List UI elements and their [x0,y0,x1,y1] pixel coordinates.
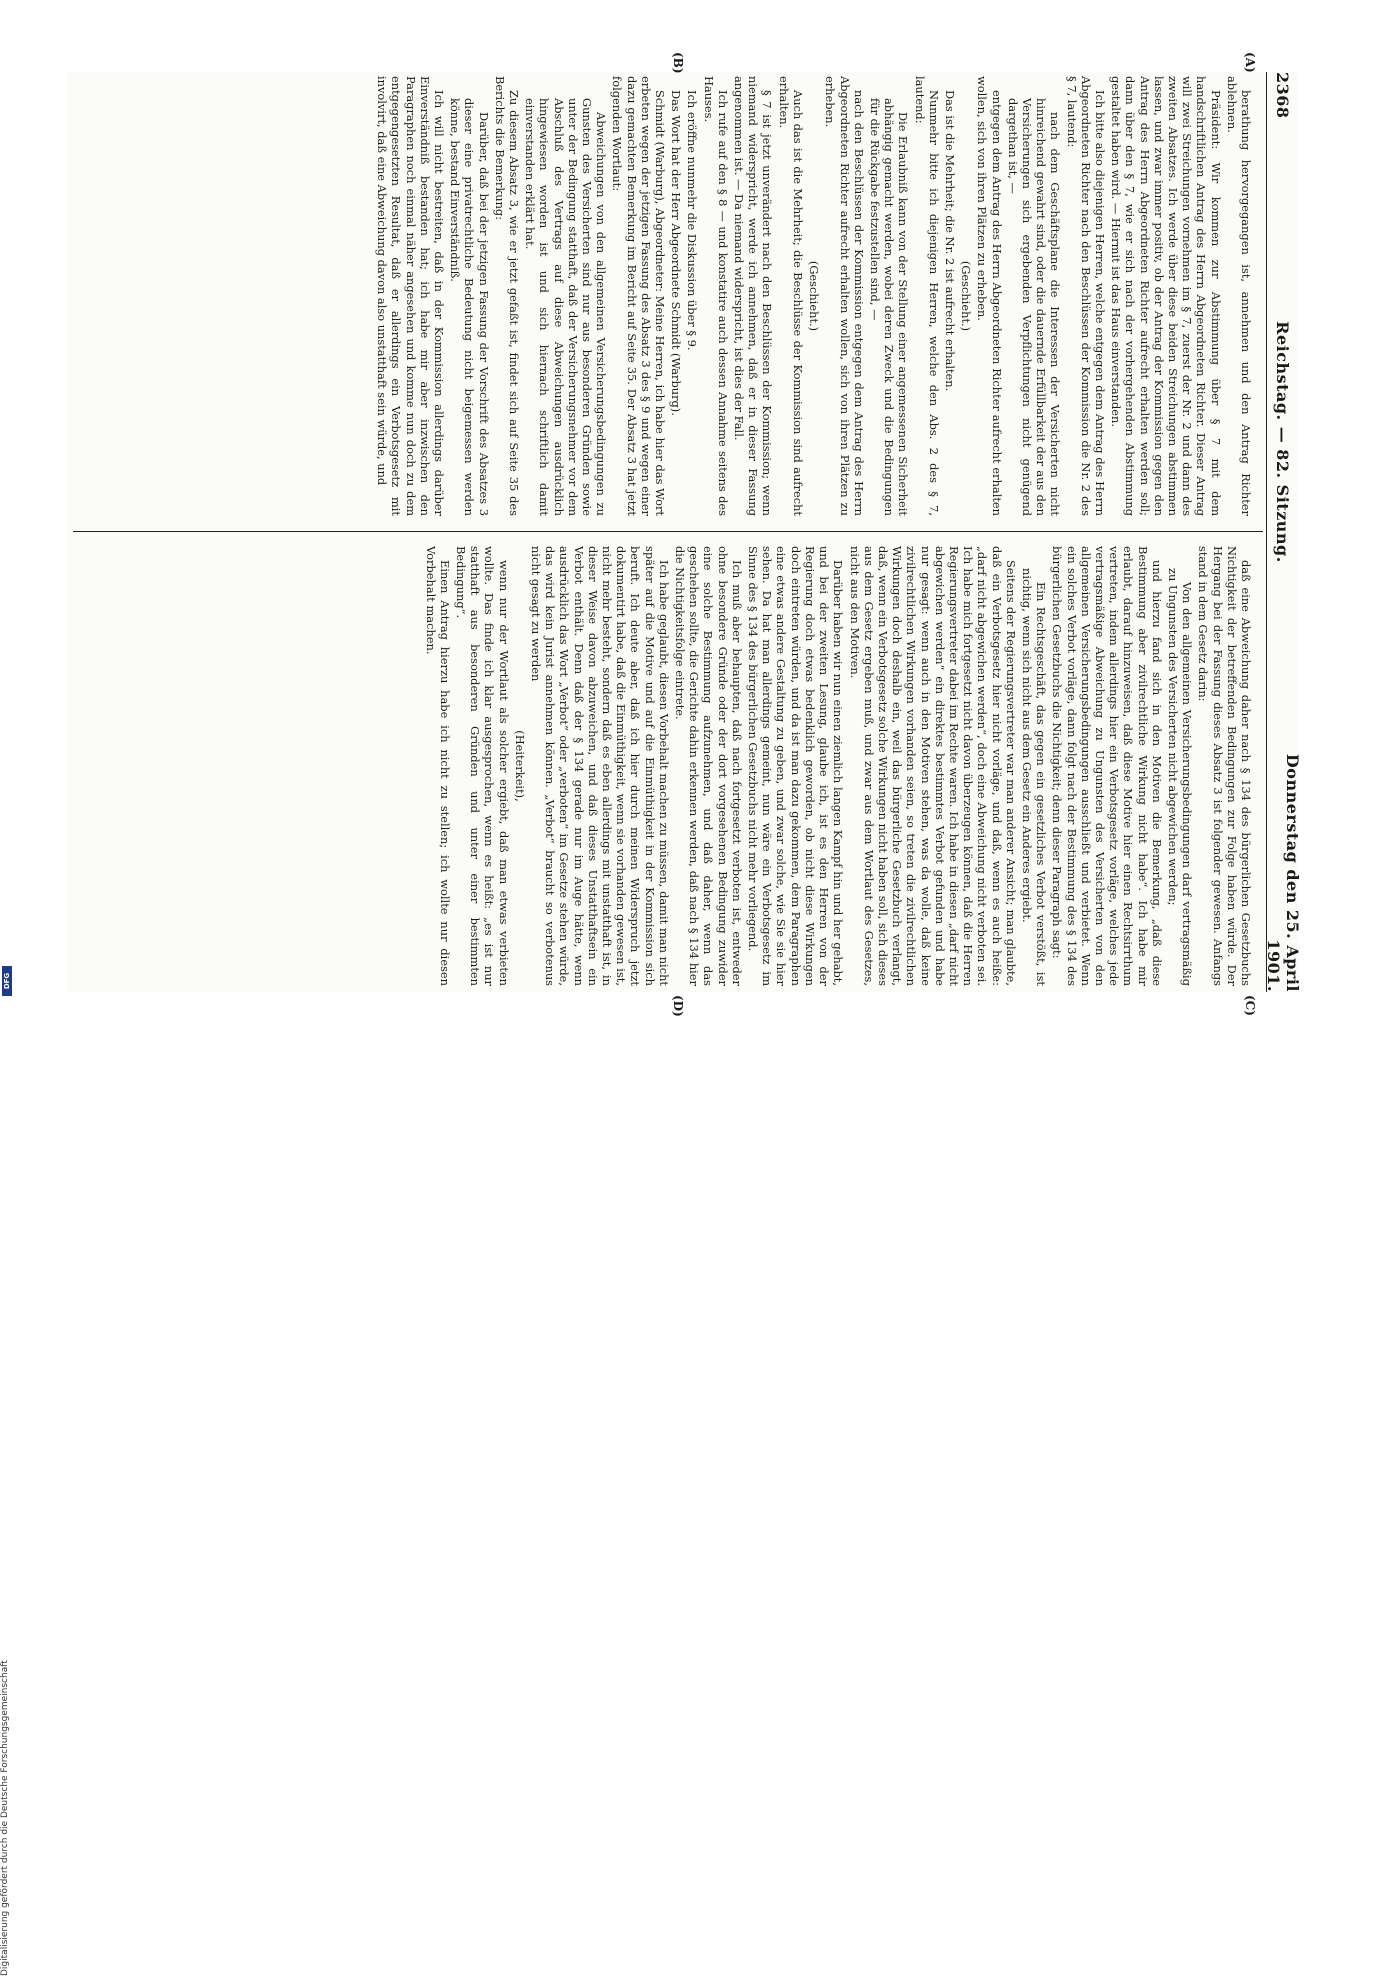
header-rule [1266,72,1267,992]
paragraph: und hierzu fand sich in den Motiven die Bemerkung, „daß diese Bestimmung aber zivilrechtliche Wirkung nicht habe“. Ich habe mir erlaubt, darauf hinzuweisen, daß diese Motive hier einen Rechtsirrthum vertreten, indem allerdings hier ein Verbotsgesetz vorläge, welches jede vertragsmäßige Abweichung zu Ungunsten des Versicherten von den allgemeinen Versicherungsbedingungen ausschließt und verbietet. Wenn ein solches Verbot vorläge, dann folgt nach der Bestimmung des § 134 des bürgerlichen Gesetzbuchs die Nichtigkeit; denn dieser Paragraph sagt: [1050,546,1164,986]
margin-mark-d: (D) [671,995,685,1017]
margin-mark-c: (C) [1243,995,1257,1016]
paragraph: Nunmehr bitte ich diejenigen Herren, welche den Abs. 2 des § 7, lautend: [912,76,941,516]
paragraph: daß eine Abweichung daher nach § 134 des bürgerlichen Gesetzbuchs Nichtigkeit der betreffenden Bedingungen zur Folge haben würde. Der Hergang bei der Fassung dieses Absatz 3 ist folgender gewesen. Anfangs stand in dem Gesetz darin: [1196,546,1253,986]
paragraph: Einen Antrag hierzu habe ich nicht zu stellen; ich wollte nur diesen Vorbehalt machen. [423,546,452,986]
stage-direction: (Heiterkeit), [512,730,527,802]
paragraph: Darüber haben wir nun einen ziemlich langen Kampf hin und her gehabt, und bei der zweiten Lesung, glaube ich, ist es den Herren von der Regierung doch etwas bedenklich geworden, ob nicht diese Wirkungen doch eintreten würden, und da ist man dazu gekommen, dem Paragraphen eine etwas andere Gestaltung zu geben, und zwar solche, wie Sie sie hier sehen. Da hat man allerdings gemeint, nun wäre ein Verbotsgesetz im Sinne des § 134 des bürgerlichen Gesetzbuchs nicht mehr vorliegend. [746,546,846,986]
margin-mark-a: (A) [1243,52,1257,73]
paragraph: Zu diesem Absatz 3, wie er jetzt gefaßt ist, findet sich auf Seite 35 des Berichts die Bemerkung: [492,76,522,516]
rotated-page-frame [67,52,1302,1017]
paragraph: Ich muß aber behaupten, daß nach fortgesetzt verboten ist, entweder ohne besondere Gründe oder der dort vorgesehenen Bedingung zuwider eine solche Bestimmung aufzunehmen, und daß daher, wenn das geschehen sollte, die Gerichte dahin erkennen werden, daß nach § 134 hier die Nichtigkeitsfolge eintrete. [673,546,744,986]
quoted-text: nach dem Geschäftsplane die Interessen der Versicherten nicht hinreichend gewahrt sind, oder die dauernde Erfüllbarkeit der aus den Versicherungen sich ergebenden Verpflichtungen nicht genügend dargethan ist, — [1005,98,1063,516]
left-column [93,76,1253,516]
dfg-logo [2,966,12,996]
quoted-text: Abweichungen von den allgemeinen Versicherungsbedingungen zu Gunsten des Versicherten sind nur aus besonderen Gründen sowie unter der Bedingung statthaft, daß der Versicherungsnehmer vor dem Abschluß des Vertrags auf diese Abweichungen ausdrücklich hingewiesen worden ist und sich hiernach schriftlich damit einverstanden erklärt hat. [523,98,609,516]
paragraph: Auch das ist die Mehrheit; die Beschlüsse der Kommission sind aufrecht erhalten. [776,76,805,516]
dfg-logo-text: DFG [3,972,11,990]
margin-mark-b: (B) [671,52,685,74]
quoted-text: Die Erlaubniß kann von der Stellung einer angemessenen Sicherheit abhängig gemacht werden, wobei deren Zweck und die Bedingungen für die Rückgabe festzustellen sind, — [867,98,911,516]
column-divider [73,531,1263,532]
digitization-note: Digitalisierung gefördert durch die Deutsche Forschungsgemeinschaft [0,1660,10,1976]
paragraph: Das ist die Mehrheit; die Nr. 2 ist aufrecht erhalten. [942,90,957,392]
newspaper-page [67,52,1302,1017]
paragraph: Ich habe geglaubt, diesen Vorbehalt machen zu müssen, damit man nicht später auf die Motive und auf die Einmüthigkeit in der Kommission sich beruft. Ich deute aber, daß ich hier durch meinen Widerspruch jetzt dokumentirt habe, daß die Einmüthigkeit, wenn sie vorhanden gewesen ist, nicht mehr besteht, sondern daß es eben allerdings mit unstatthaft ist, in dieser Weise davon abzuweichen, und daß dieses Unstatthaftsein ein Verbot enthält. Denn daß der § 134 gerade nur im Auge hätte, wenn ausdrücklich das Wort „Verbot“ oder „verboten“ im Gesetze stehen würde, das wird kein Jurist annehmen können. „Verbot“ braucht so verbotenus nicht gesagt zu werden [529,546,671,986]
paragraph: Ich eröffne nunmehr die Diskussion über § 9. [685,90,700,351]
page-number: 2368 [1273,72,1293,119]
page-header [1264,72,1302,992]
right-column [93,546,1253,986]
session-title: Reichstag. — 82. Sitzung. [1273,321,1293,563]
paragraph: Ich rufe auf den § 8 — und konstatire auch dessen Annahme seitens des Hauses. [701,76,730,516]
paragraph: Das Wort hat der Herr Abgeordnete Schmidt (Warburg). [669,90,684,416]
paragraph: Schmidt (Warburg), Abgeordneter: Meine Herren, ich habe hier das Wort erbeten wegen der jetzigen Fassung des Absatz 3 des § 9 und wegen einer dazu gemachten Bemerkung im Bericht auf Seite 35. Der Absatz 3 hat jetzt folgenden Wortlaut: [610,76,668,516]
paragraph: entgegen dem Antrag des Herrn Abgeordneten Richter aufrecht erhalten wollen, sich von ihren Plätzen zu erheben. [975,76,1004,516]
paragraph: wenn nur der Wortlaut als solcher ergiebt, daß man etwas verbieten wollte. Das finde ich klar ausgesprochen, wenn es heißt: „es ist nur statthaft aus besonderen Gründen und unter einer bestimmten Bedingung“. [454,546,511,986]
paragraph: nach den Beschlüssen der Kommission entgegen dem Antrag des Herrn Abgeordneten Richter aufrecht erhalten wollen, sich von ihren Plätzen zu erheben. [823,76,866,516]
paragraph: Präsident: Wir kommen zur Abstimmung über § 7 mit dem handschriftlichen Antrag des Herrn Abgeordneten Richter. Dieser Antrag will zwei Streichungen vornehmen im § 7, zuerst der Nr. 2 und dann des zweiten Absatzes. Ich werde über diese beiden Streichungen abstimmen lassen, und zwar immer positiv, ob der Antrag der Kommission gegen den Antrag des Herrn Abgeordneten Richter aufrecht erhalten werden soll; dann über den § 7, wie er sich nach der vorhergehenden Abstimmung gestaltet haben wird. — Hiermit ist das Haus einverstanden. [1109,76,1223,516]
paragraph: § 7 ist jetzt unverändert nach den Beschlüssen der Kommission; wenn niemand widerspricht, werde ich annehmen, daß er in dieser Fassung angenommen ist. — Da niemand widerspricht, ist dies der Fall. [732,76,775,516]
quoted-text: Darüber, daß bei der jetzigen Fassung der Vorschrift des Absatzes 3 dieser eine privatrechtliche Bedeutung nicht beigemessen werden könne, bestand Einverständniß. [448,98,491,516]
stage-direction: (Geschieht.) [959,260,974,332]
session-date: Donnerstag den 25. April 1901. [1264,753,1302,992]
paragraph: Seitens der Regierungsvertreter war man anderer Ansicht; man glaubte, daß ein Verbotsgesetz hier nicht vorläge, und daß, wenn es auch heiße: „darf nicht abgewichen werden“, doch eine Abweichung nicht verboten sei. Ich habe mich fortgesetzt nicht davon überzeugen können, daß die Herren Regierungsvertreter dabei im Rechte waren. Ich habe in diesen „darf nicht abgewichen werden“ ein direktes bestimmtes Verbot gefunden und habe nur gesagt: wenn auch in den Motiven stehen, was da wolle, daß keine zivilrechtlichen Wirkungen vorhanden seien, so treten die zivilrechtlichen Wirkungen doch deshalb ein, weil das bürgerliche Gesetzbuch verlangt, daß, wenn ein Verbotsgesetz solche Wirkungen nicht haben soll, sich dieses aus dem Gesetz ergeben muß, und zwar aus dem Wortlaut des Gesetzes, nicht aus den Motiven. [847,546,1018,986]
quoted-text: Von den allgemeinen Versicherungsbedingungen darf vertragsmäßig zu Ungunsten des Versicherten nicht abgewichen werden; [1165,568,1195,986]
paragraph: berathung hervorgegangen ist, annehmen und den Antrag Richter ablehnen. [1224,76,1253,516]
stage-direction: (Geschieht.) [807,260,822,332]
paragraph: Ich bitte also diejenigen Herren, welche entgegen dem Antrag des Herrn Abgeordneten Richter nach den Beschlüssen der Kommission die Nr. 2 des § 7, lautend: [1064,76,1107,516]
quoted-text: Ein Rechtsgeschäft, das gegen ein gesetzliches Verbot verstößt, ist nichtig, wenn sich nicht aus dem Gesetz ein Anderes ergiebt. [1019,568,1049,986]
paragraph: Ich will nicht bestreiten, daß in der Kommission allerdings darüber Einverständniß bestanden hat; ich habe mir aber inzwischen den Paragraphen noch einmal näher angesehen und komme nun doch zu dem entgegengesetzten Resultat, daß er allerdings ein Verbotsgesetz mit involvirt, daß eine Abweichung davon also unstatthaft sein würde, und [375,76,447,516]
